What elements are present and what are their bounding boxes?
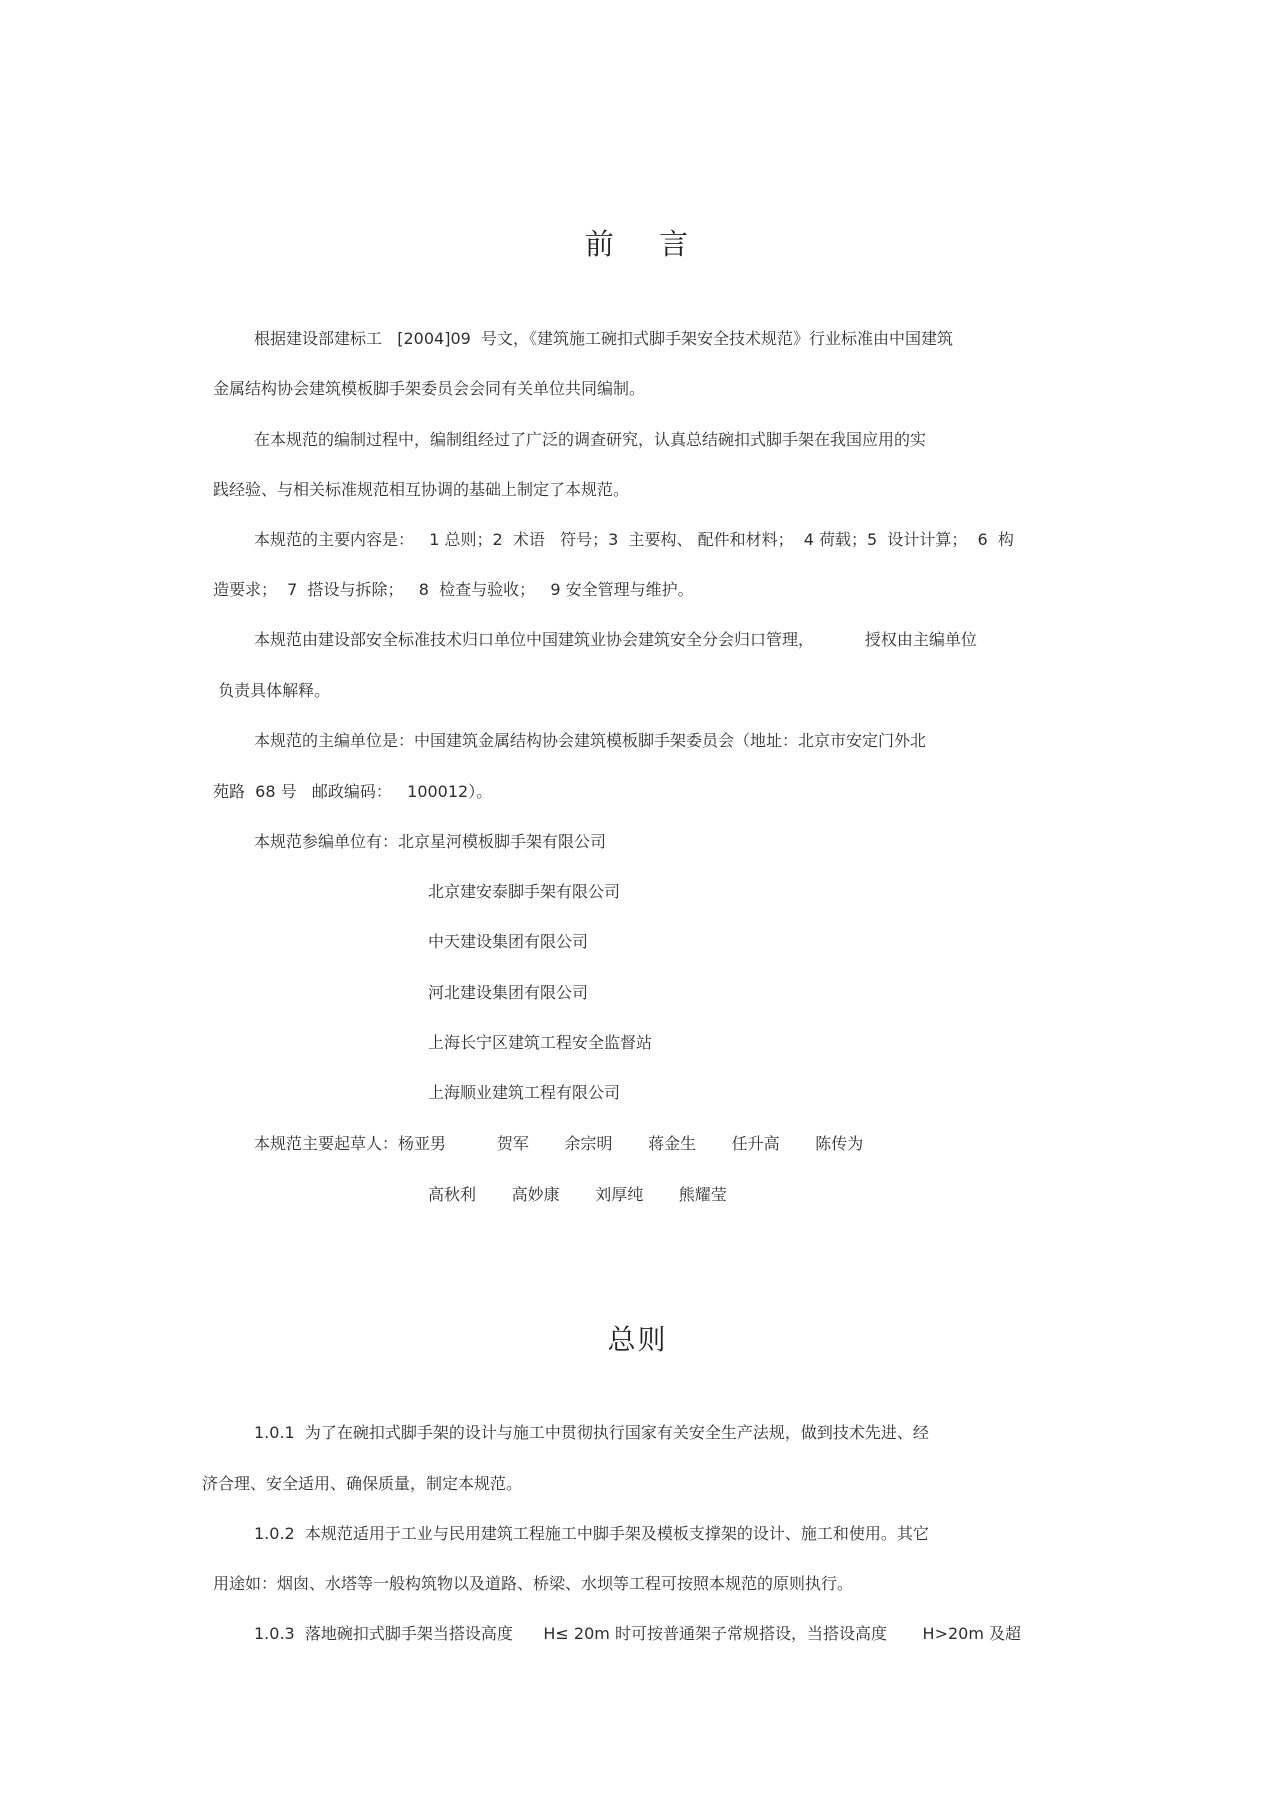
paragraph-line: 本规范由建设部安全标准技术归口单位中国建筑业协会建筑安全分会归口管理， 授权由主编单位 — [254, 630, 977, 649]
participant-org: 上海长宁区建筑工程安全监督站 — [428, 1033, 653, 1052]
paragraph-line: 本规范的主编单位是：中国建筑金属结构协会建筑模板脚手架委员会（地址：北京市安定门外北 — [254, 731, 927, 750]
participant-org: 北京建安泰脚手架有限公司 — [428, 882, 621, 901]
participant-org: 河北建设集团有限公司 — [428, 983, 589, 1002]
paragraph-line: 苑路 68 号 邮政编码： 100012）。 — [213, 782, 493, 801]
paragraph-line: 践经验、与相关标准规范相互协调的基础上制定了本规范。 — [213, 480, 630, 499]
drafters-line: 高秋利 高妙康 刘厚纯 熊耀莹 — [428, 1185, 727, 1204]
clause-line: 用途如：烟囱、水塔等一般构筑物以及道路、桥梁、水坝等工程可按照本规范的原则执行。 — [213, 1574, 854, 1593]
clause-line: 济合理、安全适用、确保质量，制定本规范。 — [202, 1474, 523, 1493]
participant-org: 上海顺业建筑工程有限公司 — [428, 1083, 621, 1102]
general-title: 总则 — [607, 1323, 668, 1356]
clause-line: 1.0.3 落地碗扣式脚手架当搭设高度 H≤ 20m 时可按普通架子常规搭设，当搭设高度 H>20m 及超 — [254, 1624, 1022, 1643]
clause-line: 1.0.1 为了在碗扣式脚手架的设计与施工中贯彻执行国家有关安全生产法规，做到技术先进、经 — [254, 1423, 929, 1442]
participant-org: 中天建设集团有限公司 — [428, 932, 589, 951]
clause-line: 1.0.2 本规范适用于工业与民用建筑工程施工中脚手架及模板支撑架的设计、施工和使用。其它 — [254, 1524, 929, 1543]
paragraph-line: 本规范的主要内容是： 1 总则；2 术语 符号；3 主要构、 配件和材料； 4 荷载；5 设计计算； 6 构 — [254, 530, 1014, 549]
paragraph-line: 金属结构协会建筑模板脚手架委员会会同有关单位共同编制。 — [213, 379, 646, 398]
preface-title: 前 言 — [584, 227, 707, 261]
paragraph-line: 在本规范的编制过程中，编制组经过了广泛的调查研究，认真总结碗扣式脚手架在我国应用的实 — [254, 430, 927, 449]
paragraph-line: 负责具体解释。 — [213, 681, 331, 700]
drafters-line: 本规范主要起草人：杨亚男 贺军 余宗明 蒋金生 任升高 陈传为 — [254, 1134, 864, 1153]
participants-label-line: 本规范参编单位有：北京星河模板脚手架有限公司 — [254, 832, 607, 851]
paragraph-line: 造要求； 7 搭设与拆除； 8 检查与验收； 9 安全管理与维护。 — [213, 580, 694, 599]
paragraph-line: 根据建设部建标工 [2004]09 号文，《建筑施工碗扣式脚手架安全技术规范》行业标准由中国建筑 — [254, 329, 953, 348]
